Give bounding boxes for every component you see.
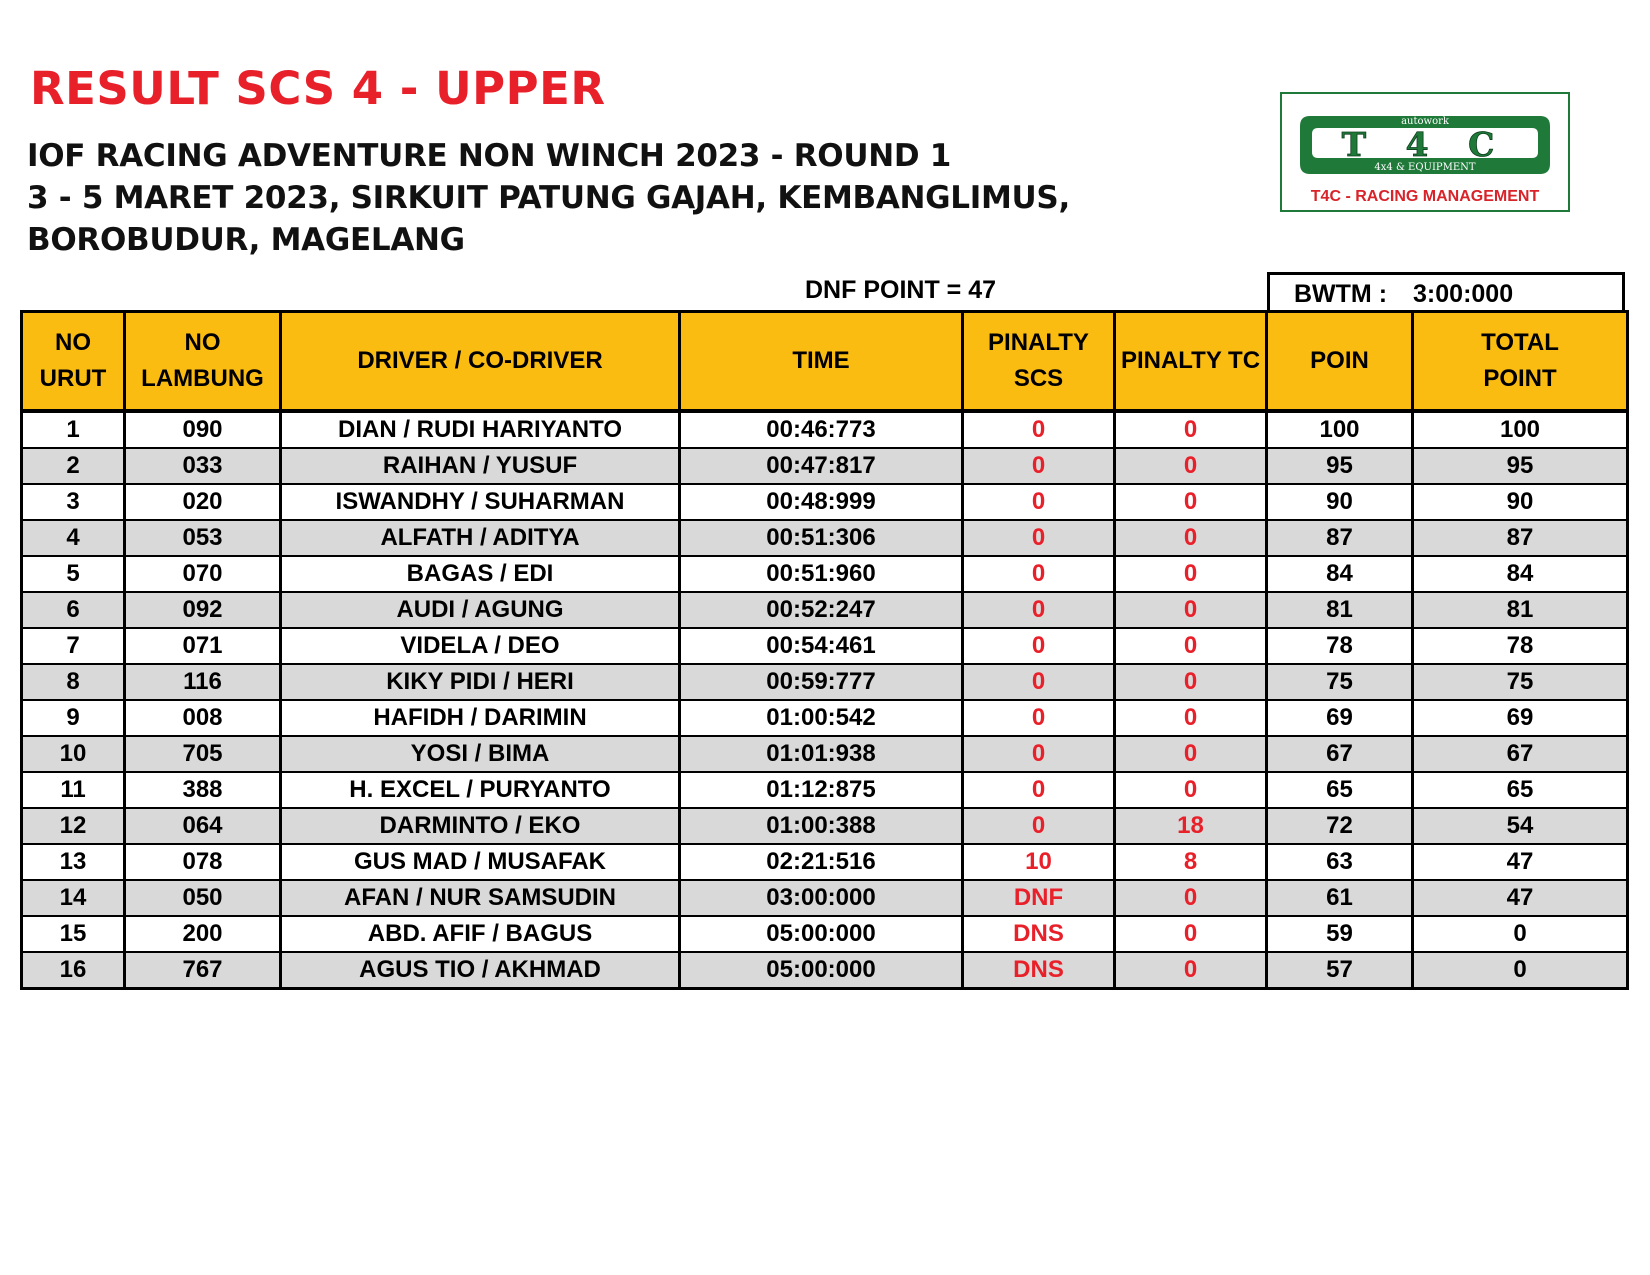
cell-no-urut: 2 bbox=[22, 448, 125, 484]
cell-poin: 90 bbox=[1267, 484, 1413, 520]
cell-pinalty-tc: 0 bbox=[1115, 556, 1267, 592]
cell-driver: HAFIDH / DARIMIN bbox=[281, 700, 680, 736]
cell-driver: DIAN / RUDI HARIYANTO bbox=[281, 411, 680, 448]
cell-pinalty-scs: 10 bbox=[963, 844, 1115, 880]
cell-total-point: 78 bbox=[1413, 628, 1628, 664]
cell-no-urut: 4 bbox=[22, 520, 125, 556]
table-row bbox=[22, 484, 1628, 520]
cell-no-lambung: 033 bbox=[125, 448, 281, 484]
cell-no-urut: 3 bbox=[22, 484, 125, 520]
cell-no-lambung: 090 bbox=[125, 411, 281, 448]
table-row bbox=[22, 556, 1628, 592]
cell-pinalty-tc: 0 bbox=[1115, 628, 1267, 664]
cell-total-point: 87 bbox=[1413, 520, 1628, 556]
cell-pinalty-tc: 0 bbox=[1115, 592, 1267, 628]
t4c-logo bbox=[1280, 92, 1570, 212]
cell-driver: ISWANDHY / SUHARMAN bbox=[281, 484, 680, 520]
header-pinalty-scs: PINALTY SCS bbox=[963, 312, 1115, 412]
cell-poin: 57 bbox=[1267, 952, 1413, 989]
cell-pinalty-tc: 0 bbox=[1115, 772, 1267, 808]
cell-pinalty-tc: 0 bbox=[1115, 916, 1267, 952]
cell-no-lambung: 092 bbox=[125, 592, 281, 628]
logo-main-text: T 4 C bbox=[1341, 125, 1509, 164]
logo-caption: T4C - RACING MANAGEMENT bbox=[1310, 188, 1540, 205]
bwtm-value: 3:00:000 bbox=[1413, 280, 1514, 308]
table-row bbox=[22, 700, 1628, 736]
cell-pinalty-scs: DNS bbox=[963, 916, 1115, 952]
cell-time: 00:51:960 bbox=[680, 556, 963, 592]
cell-time: 02:21:516 bbox=[680, 844, 963, 880]
cell-total-point: 65 bbox=[1413, 772, 1628, 808]
event-date-location: 3 - 5 MARET 2023, SIRKUIT PATUNG GAJAH, KEMBANGLIMUS, bbox=[27, 180, 1070, 216]
table-row bbox=[22, 664, 1628, 700]
cell-total-point: 47 bbox=[1413, 844, 1628, 880]
cell-pinalty-scs: 0 bbox=[963, 628, 1115, 664]
cell-driver: H. EXCEL / PURYANTO bbox=[281, 772, 680, 808]
cell-driver: RAIHAN / YUSUF bbox=[281, 448, 680, 484]
cell-pinalty-tc: 0 bbox=[1115, 700, 1267, 736]
cell-pinalty-scs: 0 bbox=[963, 736, 1115, 772]
cell-poin: 81 bbox=[1267, 592, 1413, 628]
table-row bbox=[22, 772, 1628, 808]
cell-no-lambung: 078 bbox=[125, 844, 281, 880]
cell-no-lambung: 008 bbox=[125, 700, 281, 736]
cell-total-point: 75 bbox=[1413, 664, 1628, 700]
table-row bbox=[22, 952, 1628, 989]
cell-no-urut: 10 bbox=[22, 736, 125, 772]
cell-poin: 67 bbox=[1267, 736, 1413, 772]
cell-time: 05:00:000 bbox=[680, 916, 963, 952]
cell-no-lambung: 020 bbox=[125, 484, 281, 520]
cell-no-urut: 7 bbox=[22, 628, 125, 664]
cell-no-lambung: 064 bbox=[125, 808, 281, 844]
header-pinalty-tc: PINALTY TC bbox=[1115, 312, 1267, 412]
cell-time: 00:54:461 bbox=[680, 628, 963, 664]
logo-band-text: 4x4 & EQUIPMENT bbox=[1374, 162, 1476, 173]
cell-pinalty-tc: 0 bbox=[1115, 952, 1267, 989]
cell-pinalty-tc: 0 bbox=[1115, 448, 1267, 484]
cell-pinalty-tc: 18 bbox=[1115, 808, 1267, 844]
header-poin: POIN bbox=[1267, 312, 1413, 412]
cell-total-point: 84 bbox=[1413, 556, 1628, 592]
cell-poin: 61 bbox=[1267, 880, 1413, 916]
cell-no-urut: 16 bbox=[22, 952, 125, 989]
cell-pinalty-scs: 0 bbox=[963, 520, 1115, 556]
cell-no-urut: 13 bbox=[22, 844, 125, 880]
cell-poin: 95 bbox=[1267, 448, 1413, 484]
cell-pinalty-scs: 0 bbox=[963, 484, 1115, 520]
table-row bbox=[22, 448, 1628, 484]
cell-time: 01:00:542 bbox=[680, 700, 963, 736]
cell-total-point: 67 bbox=[1413, 736, 1628, 772]
cell-no-lambung: 767 bbox=[125, 952, 281, 989]
cell-driver: DARMINTO / EKO bbox=[281, 808, 680, 844]
cell-poin: 100 bbox=[1267, 411, 1413, 448]
cell-poin: 69 bbox=[1267, 700, 1413, 736]
table-row bbox=[22, 916, 1628, 952]
cell-pinalty-scs: 0 bbox=[963, 556, 1115, 592]
cell-poin: 87 bbox=[1267, 520, 1413, 556]
cell-no-urut: 6 bbox=[22, 592, 125, 628]
results-table bbox=[20, 310, 1629, 990]
cell-total-point: 81 bbox=[1413, 592, 1628, 628]
header-time: TIME bbox=[680, 312, 963, 412]
cell-driver: AFAN / NUR SAMSUDIN bbox=[281, 880, 680, 916]
cell-time: 00:51:306 bbox=[680, 520, 963, 556]
cell-no-urut: 1 bbox=[22, 411, 125, 448]
cell-pinalty-tc: 0 bbox=[1115, 736, 1267, 772]
cell-no-urut: 5 bbox=[22, 556, 125, 592]
header-total-point: TOTAL POINT bbox=[1413, 312, 1628, 412]
cell-time: 00:46:773 bbox=[680, 411, 963, 448]
cell-total-point: 100 bbox=[1413, 411, 1628, 448]
cell-pinalty-tc: 0 bbox=[1115, 880, 1267, 916]
cell-total-point: 0 bbox=[1413, 952, 1628, 989]
cell-no-urut: 11 bbox=[22, 772, 125, 808]
cell-pinalty-tc: 8 bbox=[1115, 844, 1267, 880]
header-no-urut: NO URUT bbox=[22, 312, 125, 412]
cell-driver: BAGAS / EDI bbox=[281, 556, 680, 592]
cell-time: 01:01:938 bbox=[680, 736, 963, 772]
cell-time: 05:00:000 bbox=[680, 952, 963, 989]
cell-pinalty-tc: 0 bbox=[1115, 520, 1267, 556]
cell-driver: AGUS TIO / AKHMAD bbox=[281, 952, 680, 989]
cell-poin: 75 bbox=[1267, 664, 1413, 700]
cell-driver: VIDELA / DEO bbox=[281, 628, 680, 664]
cell-driver: GUS MAD / MUSAFAK bbox=[281, 844, 680, 880]
cell-pinalty-scs: 0 bbox=[963, 592, 1115, 628]
cell-pinalty-scs: 0 bbox=[963, 664, 1115, 700]
cell-pinalty-tc: 0 bbox=[1115, 664, 1267, 700]
cell-time: 00:52:247 bbox=[680, 592, 963, 628]
cell-total-point: 54 bbox=[1413, 808, 1628, 844]
cell-driver: KIKY PIDI / HERI bbox=[281, 664, 680, 700]
cell-total-point: 0 bbox=[1413, 916, 1628, 952]
cell-no-urut: 12 bbox=[22, 808, 125, 844]
cell-poin: 65 bbox=[1267, 772, 1413, 808]
table-header-row bbox=[22, 312, 1628, 412]
cell-poin: 63 bbox=[1267, 844, 1413, 880]
cell-total-point: 90 bbox=[1413, 484, 1628, 520]
cell-pinalty-tc: 0 bbox=[1115, 411, 1267, 448]
cell-no-urut: 15 bbox=[22, 916, 125, 952]
cell-time: 03:00:000 bbox=[680, 880, 963, 916]
cell-driver: AUDI / AGUNG bbox=[281, 592, 680, 628]
cell-no-lambung: 070 bbox=[125, 556, 281, 592]
table-row bbox=[22, 736, 1628, 772]
cell-pinalty-scs: 0 bbox=[963, 411, 1115, 448]
cell-no-lambung: 050 bbox=[125, 880, 281, 916]
cell-no-lambung: 071 bbox=[125, 628, 281, 664]
table-row bbox=[22, 808, 1628, 844]
cell-poin: 84 bbox=[1267, 556, 1413, 592]
cell-no-lambung: 388 bbox=[125, 772, 281, 808]
table-row bbox=[22, 592, 1628, 628]
cell-no-urut: 9 bbox=[22, 700, 125, 736]
cell-pinalty-scs: DNS bbox=[963, 952, 1115, 989]
cell-no-urut: 8 bbox=[22, 664, 125, 700]
table-row bbox=[22, 411, 1628, 448]
logo-top-text: autowork bbox=[1401, 116, 1449, 127]
cell-driver: ABD. AFIF / BAGUS bbox=[281, 916, 680, 952]
cell-driver: YOSI / BIMA bbox=[281, 736, 680, 772]
cell-no-lambung: 116 bbox=[125, 664, 281, 700]
cell-pinalty-tc: 0 bbox=[1115, 484, 1267, 520]
bwtm-box bbox=[1267, 272, 1625, 312]
table-row bbox=[22, 844, 1628, 880]
event-title: IOF RACING ADVENTURE NON WINCH 2023 - ROUND 1 bbox=[27, 138, 952, 174]
page-title: RESULT SCS 4 - UPPER bbox=[30, 62, 606, 115]
cell-total-point: 47 bbox=[1413, 880, 1628, 916]
cell-total-point: 95 bbox=[1413, 448, 1628, 484]
cell-no-lambung: 053 bbox=[125, 520, 281, 556]
cell-poin: 72 bbox=[1267, 808, 1413, 844]
cell-time: 00:47:817 bbox=[680, 448, 963, 484]
table-row bbox=[22, 880, 1628, 916]
cell-time: 00:59:777 bbox=[680, 664, 963, 700]
header-driver: DRIVER / CO-DRIVER bbox=[281, 312, 680, 412]
cell-time: 01:00:388 bbox=[680, 808, 963, 844]
dnf-point: DNF POINT = 47 bbox=[805, 276, 997, 304]
cell-pinalty-scs: 0 bbox=[963, 772, 1115, 808]
cell-pinalty-scs: 0 bbox=[963, 700, 1115, 736]
bwtm-label: BWTM : bbox=[1294, 280, 1388, 308]
cell-poin: 59 bbox=[1267, 916, 1413, 952]
cell-total-point: 69 bbox=[1413, 700, 1628, 736]
cell-pinalty-scs: DNF bbox=[963, 880, 1115, 916]
cell-time: 01:12:875 bbox=[680, 772, 963, 808]
cell-no-lambung: 705 bbox=[125, 736, 281, 772]
event-location-city: BOROBUDUR, MAGELANG bbox=[27, 222, 465, 258]
cell-time: 00:48:999 bbox=[680, 484, 963, 520]
table-row bbox=[22, 520, 1628, 556]
table-row bbox=[22, 628, 1628, 664]
cell-no-lambung: 200 bbox=[125, 916, 281, 952]
cell-driver: ALFATH / ADITYA bbox=[281, 520, 680, 556]
cell-pinalty-scs: 0 bbox=[963, 448, 1115, 484]
cell-poin: 78 bbox=[1267, 628, 1413, 664]
cell-no-urut: 14 bbox=[22, 880, 125, 916]
cell-pinalty-scs: 0 bbox=[963, 808, 1115, 844]
header-no-lambung: NO LAMBUNG bbox=[125, 312, 281, 412]
